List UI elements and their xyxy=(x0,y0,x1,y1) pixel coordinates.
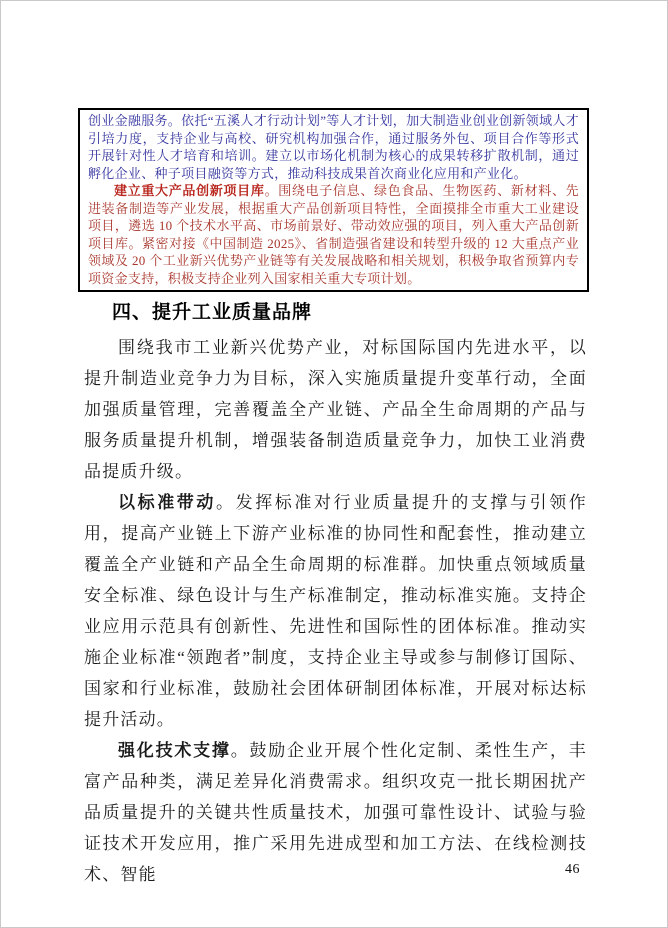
notice-paragraph-1: 创业金融服务。依托“五溪人才行动计划”等人才计划，加大制造业创业创新领域人才引培力度，支持企业与高校、研究机构加强合作，通过服务外包、项目合作等形式开展针对性人才培育和培训。建立以市场化机制为核心的成果转移扩散机制，通过孵化企业、种子项目融资等方式，推动科技成果首次商业化应用和产业化。 xyxy=(88,113,579,181)
notice-box xyxy=(78,108,589,292)
body-paragraph-3 xyxy=(84,735,587,890)
body-paragraph-2 xyxy=(84,487,587,735)
body-paragraph-2-lead: 以标准带动 xyxy=(118,493,216,512)
page-number: 46 xyxy=(565,862,580,877)
body-paragraph-1: 围绕我市工业新兴优势产业，对标国际国内先进水平，以提升制造业竞争力为目标，深入实施质量提升变革行动，全面加强质量管理，完善覆盖全产业链、产品全生命周期的产品与服务质量提升机制，增强装备制造质量竞争力，加快工业消费品提质升级。 xyxy=(84,338,587,481)
section-content xyxy=(84,297,587,890)
notice-paragraph-2 xyxy=(88,182,579,287)
notice-paragraph-2-rest: 。围绕电子信息、绿色食品、生物医药、新材料、先进装备制造等产业发展，根据重大产品创新项目特性，全面摸排全市重大工业建设项目，遴选 10 个技术水平高、市场前景好、带动效应强的项目，列入重大产品创新项目库。紧密对接《中国制造 2025》、省制造强省建设和转型升级的 12 大重点产业领域及 20 个工业新兴优势产业链等有关发展战略和相关规划，积极争取省预算内专项资金支持，积极支持企业列入国家相关重大专项计划。 xyxy=(88,183,579,286)
body-paragraph-3-rest: 。鼓励企业开展个性化定制、柔性生产，丰富产品种类，满足差异化消费需求。组织攻克一批长期困扰产品质量提升的关键共性质量技术，加强可靠性设计、试验与验证技术开发应用，推广采用先进成型和加工方法、在线检测技术、智能 xyxy=(84,741,587,884)
section-heading: 四、提升工业质量品牌 xyxy=(112,302,313,323)
body-paragraph-2-rest: 。发挥标准对行业质量提升的支撑与引领作用，提高产业链上下游产业标准的协同性和配套性，推动建立覆盖全产业链和产品全生命周期的标准群。加快重点领域质量安全标准、绿色设计与生产标准制定，推动标准实施。支持企业应用示范具有创新性、先进性和国际性的团体标准。推动实施企业标准“领跑者”制度，支持企业主导或参与制修订国际、国家和行业标准，鼓励社会团体研制团体标准，开展对标达标提升活动。 xyxy=(84,493,587,729)
notice-paragraph-2-lead: 建立重大产品创新项目库 xyxy=(114,183,265,198)
body-paragraph-3-lead: 强化技术支撑 xyxy=(118,741,231,760)
